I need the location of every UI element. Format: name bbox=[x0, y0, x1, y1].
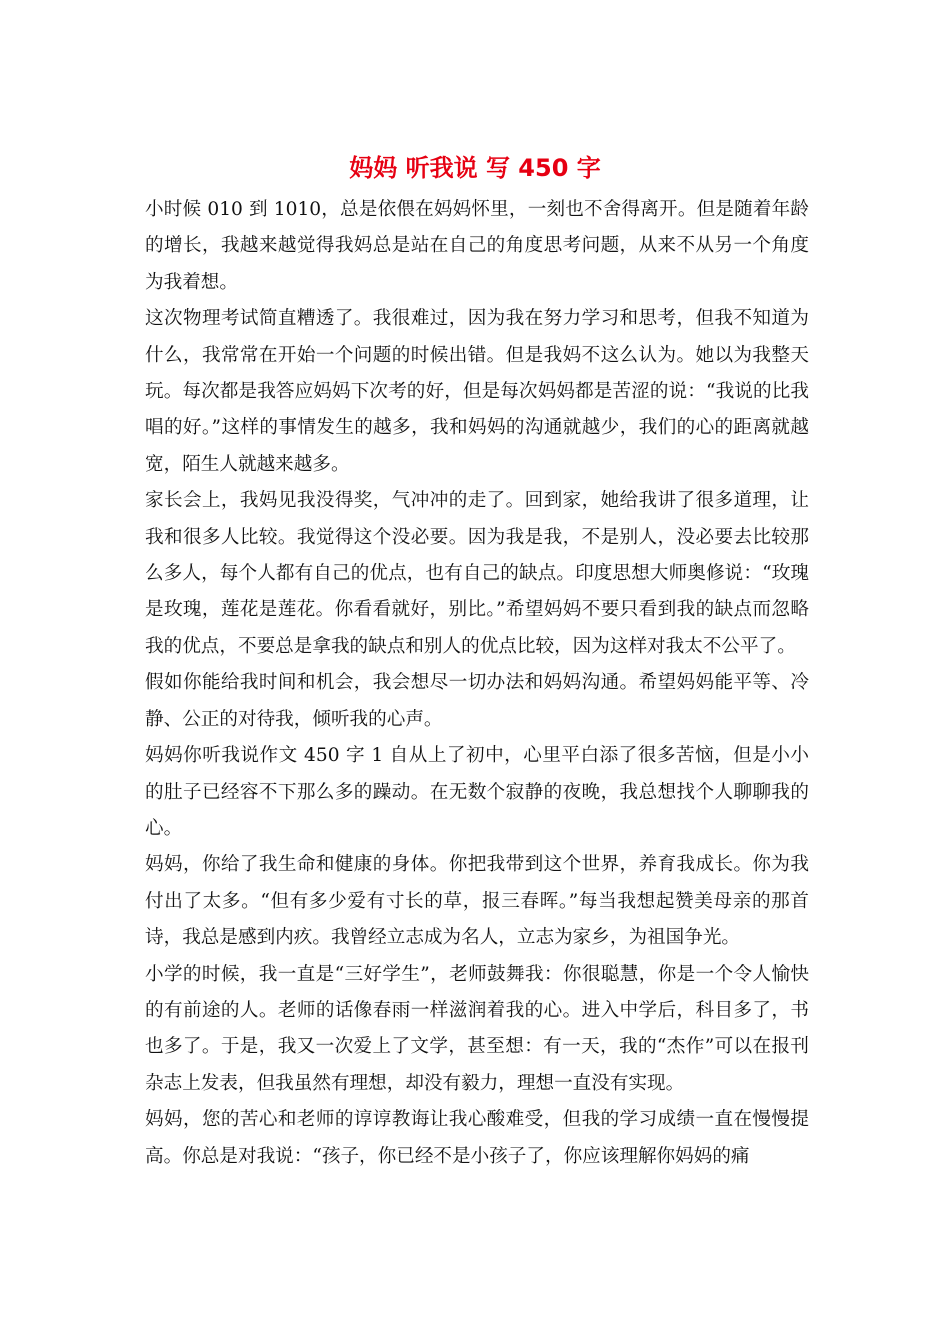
paragraph: 家长会上，我妈见我没得奖，气冲冲的走了。回到家，她给我讲了很多道理，让我和很多人比较。我觉得这个没必要。因为我是我，不是别人，没必要去比较那么多人，每个人都有自己的优点，也有自己的缺点。印度思想大师奥修说：“玫瑰是玫瑰，莲花是莲花。你看看就好，别比。”希望妈妈不要只看到我的缺点而忽略我的优点，不要总是拿我的缺点和别人的优点比较，因为这样对我太不公平了。 bbox=[145, 490, 809, 657]
document-body bbox=[145, 192, 809, 1175]
paragraph: 妈妈你听我说作文 450 字 1 自从上了初中，心里平白添了很多苦恼，但是小小的肚子已经容不下那么多的躁动。在无数个寂静的夜晚，我总想找个人聊聊我的心。 bbox=[145, 745, 809, 839]
paragraph: 妈妈，您的苦心和老师的谆谆教诲让我心酸难受，但我的学习成绩一直在慢慢提高。你总是对我说：“孩子，你已经不是小孩子了，你应该理解你妈妈的痛 bbox=[145, 1109, 809, 1167]
paragraph: 这次物理考试简直糟透了。我很难过，因为我在努力学习和思考，但我不知道为什么，我常常在开始一个问题的时候出错。但是我妈不这么认为。她以为我整天玩。每次都是我答应妈妈下次考的好，但是每次妈妈都是苦涩的说：“我说的比我唱的好。”这样的事情发生的越多，我和妈妈的沟通就越少，我们的心的距离就越宽，陌生人就越来越多。 bbox=[145, 308, 809, 475]
paragraph: 小时候 010 到 1010，总是依偎在妈妈怀里，一刻也不舍得离开。但是随着年龄的增长，我越来越觉得我妈总是站在自己的角度思考问题，从来不从另一个角度为我着想。 bbox=[145, 199, 809, 293]
paragraph: 假如你能给我时间和机会，我会想尽一切办法和妈妈沟通。希望妈妈能平等、冷静、公正的对待我，倾听我的心声。 bbox=[145, 672, 809, 730]
paragraph: 小学的时候，我一直是“三好学生”，老师鼓舞我：你很聪慧，你是一个令人愉快的有前途的人。老师的话像春雨一样滋润着我的心。进入中学后，科目多了，书也多了。于是，我又一次爱上了文学，甚至想：有一天，我的“杰作”可以在报刊杂志上发表，但我虽然有理想，却没有毅力，理想一直没有实现。 bbox=[145, 963, 809, 1094]
paragraph: 妈妈，你给了我生命和健康的身体。你把我带到这个世界，养育我成长。你为我付出了太多。“但有多少爱有寸长的草，报三春晖。”每当我想起赞美母亲的那首诗，我总是感到内疚。我曾经立志成为名人，立志为家乡，为祖国争光。 bbox=[145, 854, 809, 949]
document-title: 妈妈 听我说 写 450 字 bbox=[349, 154, 601, 182]
